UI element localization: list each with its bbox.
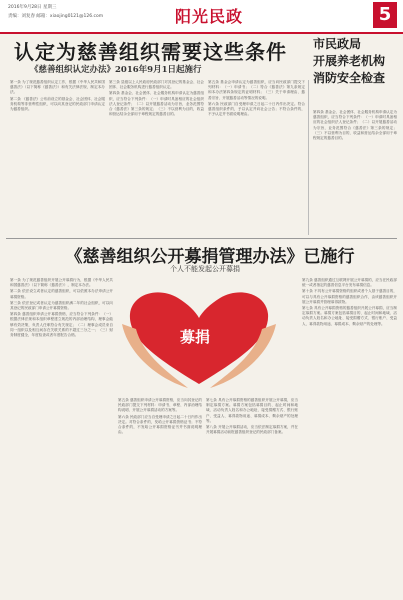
article1-paragraph: 第五条 基金会申请认定为慈善组织，应当向民政部门提交下列材料：（一）申请书；（二）符合《慈善法》第九条规定和本办法第四条规定的证明材料；（三）关于申请理由、慈善宗旨、开展慈善活动等情况的说明。 [208,80,305,100]
article2-column-4 [302,278,397,596]
article2-column-3 [206,398,298,596]
article1-column-2 [109,80,204,235]
article1-column-3 [208,80,305,235]
article2-paragraph: 第七条 具有公开募捐资格的慈善组织开展公开募捐，应当制定募捐方案。募捐方案包括募捐目的、起止时间和地域、活动负责人姓名和办公地址、接受捐赠方式、银行账户、受益人、募得款物用途、募捐成本、剩余财产的处理等。 [206,398,298,423]
section-title: 阳光民政 [175,7,244,26]
editor-line: 责编：刘复春 邮箱：xiaojing0121@126.com [8,14,104,19]
article2-column-2 [118,398,202,596]
article2-paragraph: 第十条 不具有公开募捐资格的组织或者个人基于慈善目的，可以与具有公开募捐资格的慈善组织合作，由该慈善组织开展公开募捐并管理募得款物。 [302,289,397,304]
date-line: 2016年9月28日 星期三 [8,5,57,10]
article2-paragraph: 第六条 民政部门应当自受理申请之日起二十日内作出决定。对符合条件的，发给公开募捐资格证书；不符合条件的，不发给公开募捐资格证书并书面说明理由。 [118,414,202,435]
donation-heart-image [118,284,280,394]
article2-paragraph: 第九条 慈善组织通过互联网开展公开募捐的，应当在民政部统一或者指定的慈善信息平台发布募捐信息。 [302,278,397,288]
article-divider [6,238,397,239]
page-header [0,0,403,34]
article1-paragraph: 第四条 基金会、社会团体、社会服务机构申请认定为慈善组织，应当符合下列条件：（一）申请时具备相应的社会组织法人登记条件；（二）以开展慈善活动为宗旨，业务范围符合《慈善法》第三条的规定；（三）不以营利为目的，收益和营运结余全部用于章程规定的慈善目的。 [313,110,397,141]
article2-title: 《慈善组织公开募捐管理办法》已施行 [65,247,355,267]
article2-paragraph: 第三条 依法登记或者认定为慈善组织满二年的社会组织，可以向其登记的民政部门申请公开募捐资格。 [10,300,113,311]
article2-paragraph: 第四条 慈善组织申请公开募捐资格，应当符合下列条件：（一）根据法律法规和本组织章程建立规范的内部治理结构，理事会能够有效决策，负责人任职符合有关规定；（二）理事会成员来自同一组织以及相互间存在关联关系的不超过三分之一；（三）财务制度健全，年度检查或者年度报告合格。 [10,312,113,338]
article2-subtitle: 个人不能发起公开募捐 [170,265,240,273]
article1-paragraph: 第三条 县级以上人民政府民政部门对其登记的基金会、社会团体、社会服务机构进行慈善组织认定。 [109,80,204,90]
side-article-column [313,110,397,235]
article1-column-1 [10,80,105,235]
side-headline[interactable] [313,36,398,87]
article1-paragraph: 第二条 《慈善法》公布前设立的基金会、社会团体、社会服务机构等非营利性组织，可以向其登记的民政部门申请认定为慈善组织。 [10,96,105,112]
column-divider [308,80,309,235]
heart-caption: 募捐 [180,328,211,346]
side-headline-line: 开展养老机构 [313,54,386,68]
article1-subtitle: 《慈善组织认定办法》2016年9月1日起施行 [30,65,202,75]
side-headline-line: 市民政局 [313,37,362,51]
article2-paragraph: 第七条 具有公开募捐资格的慈善组织开展公开募捐，应当制定募捐方案。募捐方案包括募捐目的、起止时间和地域、活动负责人姓名和办公地址、接受捐赠方式、银行账户、受益人、募得款物用途、募捐成本、剩余财产的处理等。 [302,306,397,326]
article1-title: 认定为慈善组织需要这些条件 [14,40,287,64]
article2-column-1 [10,278,113,596]
article2-paragraph: 第八条 开展公开募捐活动，应当依法制定募捐方案，并在开展募捐活动前报慈善组织登记的民政部门备案。 [206,425,298,435]
page-number: 5 [373,2,397,28]
article2-paragraph: 第二条 依法设立或者认定的慈善组织，可以依照本办法申请公开募捐资格。 [10,289,113,299]
article2-paragraph: 第一条 为了规范慈善组织开展公开募捐行为，根据《中华人民共和国慈善法》（以下简称《慈善法》），制定本办法。 [10,278,113,288]
article2-paragraph: 第五条 慈善组织申请公开募捐资格，应当向其登记的民政部门提交下列材料：申请书、章程、内部治理结构说明、开展公开募捐活动的方案等。 [118,398,202,413]
article1-paragraph: 第四条 基金会、社会团体、社会服务机构申请认定为慈善组织，应当符合下列条件：（一）申请时具备相应的社会组织法人登记条件；（二）以开展慈善活动为宗旨，业务范围符合《慈善法》第三条的规定；（三）不以营利为目的，收益和营运结余全部用于章程规定的慈善目的。 [109,91,204,117]
side-headline-line: 消防安全检查 [313,71,386,85]
article1-paragraph: 第六条 民政部门自受理申请之日起二十日内作出决定。符合慈善组织条件的，予以认定并向社会公告；不符合条件的，不予认定并书面说明理由。 [208,101,305,117]
article1-paragraph: 第一条 为了规范慈善组织认定工作，根据《中华人民共和国慈善法》（以下简称《慈善法》）和有关法律法规，制定本办法。 [10,80,105,95]
